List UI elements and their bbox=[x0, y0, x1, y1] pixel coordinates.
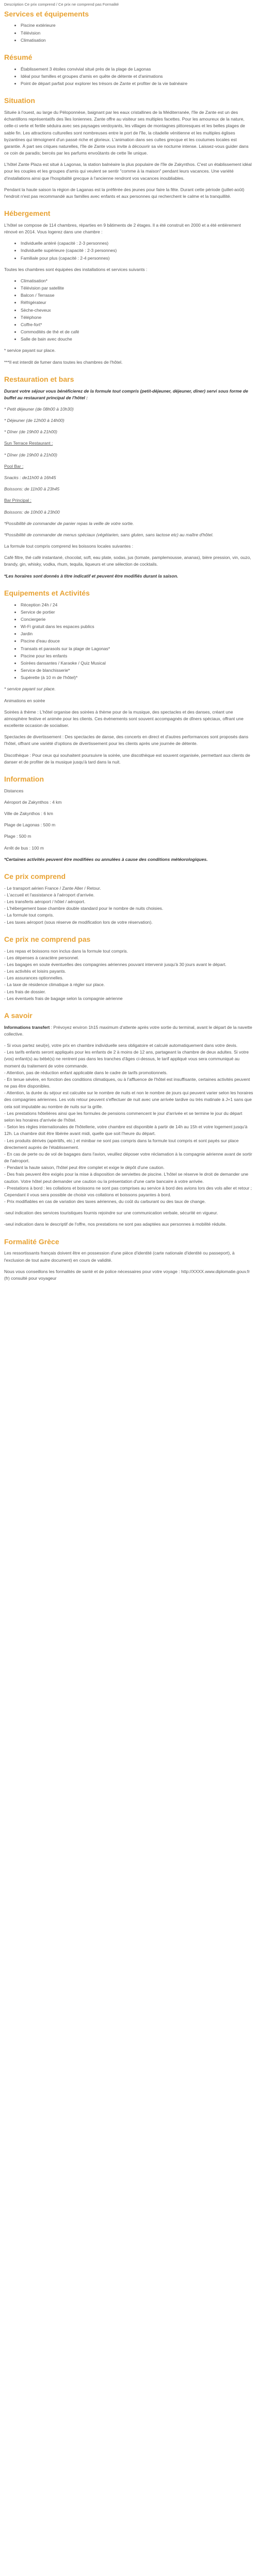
services-title: Services et équipements bbox=[4, 9, 89, 18]
situation-paragraph: Pendant la haute saison la région de Laganas est la préférée des jeunes pour faire la fête. Durant cette période (juillet-août) l'endroit n'est pas recommandé aux familles avec enfants et aux personnes qui recherchent le calme et la tranquillité. bbox=[4, 187, 245, 199]
formule-detail: Café filtre, thé café instantané, chocolat, soft, eau plate, sodas, jus (tomate, pamplemousse, ananas), bière pression, vin, ouzo, brandy, gin, whisky, vodka, rhum, tequila, liqueurs et une sélection de cocktails. bbox=[4, 555, 251, 567]
distance-line: Arrêt de bus : 100 m bbox=[4, 845, 44, 851]
a-savoir-item: - Les produits dérivés (apéritifs, etc.) et minibar ne sont pas compris dans la formule tout compris et sont payés sur place directement auprès de l'établissement. bbox=[4, 1138, 239, 1150]
prix-comprend-item: - Le transport aérien France / Zante Aller / Retour. bbox=[4, 885, 101, 891]
formalite-text: Les ressortissants français doivent être en possession d'une pièce d'identité (carte nationale d'identité ou passeport), à l'exclusion de tout autre document) en cours de validité. bbox=[4, 1250, 235, 1263]
animations-label: Animations en soirée bbox=[4, 698, 45, 703]
resume-title: Résumé bbox=[4, 53, 33, 61]
bar-principal-label: Bar Principal : bbox=[4, 498, 31, 503]
prix-ne-comprend-item: - Les assurances optionnelles. bbox=[4, 975, 63, 981]
resume-list bbox=[4, 66, 254, 88]
prix-ne-comprend-item: - La taxe de résidence climatique à régler sur place. bbox=[4, 982, 105, 988]
information-title: Information bbox=[4, 774, 44, 783]
activites-title: Equipements et Activités bbox=[4, 588, 90, 597]
hebergement-intro: L'hôtel se compose de 114 chambres, réparties en 9 bâtiments de 2 étages. Il a été construit en 2000 et a été entièrement rénové en 2014. Vous logerez dans une chambre : bbox=[4, 222, 241, 235]
a-savoir-item: - Prestations à bord : les collations et boissons ne sont pas comprises au service à bord des avions lors des vols aller et retour ; Cependant il vous sera possible de choisir vos collations et boissons payantes à bord. bbox=[4, 1185, 252, 1197]
activite-item: • Service de blanchisserie* bbox=[21, 667, 254, 674]
meal-line: * Dîner (de 19h00 à 21h00) bbox=[4, 429, 58, 435]
activite-item: • Jardin bbox=[21, 631, 254, 637]
a-savoir-tail: -seul indication dans le descriptif de l'offre, nos prestations ne sont pas adaptées aux personnes à mobilité réduite. bbox=[4, 1222, 227, 1227]
distance-line: Plage : 500 m bbox=[4, 834, 31, 839]
a-savoir-item: - En tenue sévère, en fonction des conditions climatiques, ou à l'affluence de l'hôtel est insuffisante, certaines activités peuvent ne pas être disponibles. bbox=[4, 1076, 250, 1089]
prix-ne-comprend-item: - Les éventuels frais de bagage selon la compagnie aérienne bbox=[4, 995, 123, 1001]
equipment-list bbox=[4, 278, 254, 343]
description-tabs-line: Description Ce prix comprend / Ce prix ne comprend pas Formalité bbox=[4, 2, 119, 7]
prix-ne-comprend-title: Ce prix ne comprend pas bbox=[4, 935, 91, 943]
a-savoir-item: - Des frais peuvent être exigés pour la mise à disposition de serviettes de piscine. L'hôtel se réserve le droit de demander une caution. Votre hôtel peut demander une caution ou la présentation d'une carte bancaire à votre arrivée. bbox=[4, 1172, 249, 1184]
formalite-text: Nous vous conseillons les formalités de santé et de police nécessaires pour votre voyage : http://XXXX.www.diplomatie.gouv.fr (fr) consulté pour voyageur bbox=[4, 1268, 250, 1281]
equipment-item: • Coffre-fort* bbox=[21, 321, 254, 328]
equipment-item: • Télévision par satellite bbox=[21, 285, 254, 292]
a-savoir-item: - Attention, pas de réduction enfant applicable dans le cadre de tarifs promotionnels. bbox=[4, 1070, 168, 1075]
transfer-info-text: : Prévoyez environ 1h15 maximum d'attente après votre sortie du terminal, avant le départ de la navette collective. bbox=[4, 1024, 252, 1037]
a-savoir-item: - En cas de perte ou de vol de bagages dans l'avion, veuillez déposer votre réclamation à la compagnie aérienne avant de sortir de l'aéroport. bbox=[4, 1151, 252, 1164]
activite-item: • Réception 24h / 24 bbox=[21, 602, 254, 608]
a-savoir-list bbox=[4, 1042, 254, 1205]
a-savoir-intro bbox=[4, 1024, 254, 1038]
room-type-item: • Individuelle antéré (capacité : 2-3 personnes) bbox=[21, 240, 254, 247]
situation-paragraph: L'hôtel Zante Plaza est situé à Lagonas, la station balnéaire la plus populaire de l'île de Zakynthos. C'est un établissement idéal pour les couples et les groupes d'amis qui veulent se sentir "comme à la maison" pendant leurs vacances. Une variété d'installations ainsi que l'hospitalité grecque à l'ancienne rendront vos vacances inoubliables. bbox=[4, 162, 252, 181]
distance-line: Aéroport de Zakynthos : 4 km bbox=[4, 799, 62, 805]
pool-bar-line: Snacks : de11h00 à 16h45 bbox=[4, 475, 56, 480]
activite-item: • Transats et parasols sur la plage de Lagonas* bbox=[21, 646, 254, 652]
prix-comprend-item: - La formule tout compris. bbox=[4, 912, 54, 918]
activite-item: • Service de portier bbox=[21, 609, 254, 616]
activites-list bbox=[4, 602, 254, 682]
prix-comprend-item: - L'accueil et l'assistance à l'aéroport d'arrivée. bbox=[4, 892, 95, 897]
spectacles-text: Spectacles de divertissement : Des spectacles de danse, des concerts en direct et d'autres performances sont proposés dans l'hôtel, offrant une variété d'options de divertissement pour les clients après une journée de détente. bbox=[4, 734, 249, 747]
animations-text: Soirées à thème : L'hôtel organise des soirées à thème pour de la musique, des spectacles et des danses, créant une atmosphère festive et animée pour les clients. Ces événements sont souvent accompagnés de dîners spéciaux, offrant une excellente occasion de socialiser. bbox=[4, 709, 244, 728]
a-savoir-item: - Prix modifiables en cas de variation des taxes aériennes, du coût du carburant ou des taux de change. bbox=[4, 1199, 206, 1205]
services-item: • Télévision bbox=[21, 30, 254, 37]
activite-item: • Piscine pour les enfants bbox=[21, 653, 254, 659]
hebergement-title: Hébergement bbox=[4, 209, 51, 218]
activites-note: * service payant sur place. bbox=[4, 686, 56, 692]
transfer-info-label: Informations transfert bbox=[4, 1024, 50, 1030]
restauration-hours-note: *Les horaires sont donnés à titre indicatif et peuvent être modifiés durant la saison. bbox=[4, 573, 179, 579]
distance-line: Plage de Lagonas : 500 m bbox=[4, 822, 56, 828]
restauration-note: *Possibilité de commander de panier repas la veille de votre sortie. bbox=[4, 520, 134, 526]
restauration-intro: Durant votre séjour vous bénéficierez de la formule tout compris (petit-déjeuner, déjeuner, dîner) servi sous forme de buffet au restaurant principal de l'hôtel : bbox=[4, 388, 248, 400]
prix-ne-comprend-item: - Les frais de dossier. bbox=[4, 989, 46, 994]
situation-title: Situation bbox=[4, 96, 35, 105]
restauration-title: Restauration et bars bbox=[4, 375, 74, 383]
equipment-item: • Balcon / Terrasse bbox=[21, 292, 254, 299]
hebergement-note: ***Il est interdit de fumer dans toutes les chambres de l'hôtel. bbox=[4, 359, 123, 365]
formule-text: La formule tout compris comprend les boissons locales suivantes : bbox=[4, 544, 133, 549]
distance-line: Ville de Zakynthos : 6 km bbox=[4, 811, 53, 817]
situation-paragraph: Située à l'ouest, au large du Péloponnèse, baignant par les eaux cristallines de la Méditerranée, l'île de Zante est un des échantillons représentatifs des îles Ioniennes. Zante offre au visiteur ses multiples facettes. Pour les amoureux de la nature, celle-ci verte et fertile séduira avec ses paysages verdoyants, les villages de montagnes pittoresques et les belles plages de sable fin. Les attractions culturelles sont nombreuses entre le port de l'île, la citadelle vénitienne et les multiples églises byzantines qui témoignent d'un passé riche et glorieux. L'animation dans ses cultes grecque et les coutumes locales est garantie. À part ses criques naturelles, l'île de Zante vous invite à découvrir sa vie nocturne intense. Laissez-vous guider dans ce coin de paradis; bercés par les parfums envoûtants de cette île unique. bbox=[4, 110, 249, 156]
activite-item: • Piscine d'eau douce bbox=[21, 638, 254, 645]
prix-ne-comprend-item: - Les repas et boissons non inclus dans la formule tout compris. bbox=[4, 948, 128, 954]
pool-bar-label: Pool Bar : bbox=[4, 463, 24, 469]
meal-line: * Petit déjeuner (de 08h00 à 10h30) bbox=[4, 406, 74, 412]
formalite-title: Formalité Grèce bbox=[4, 1237, 59, 1246]
resume-item: • Point de départ parfait pour explorer les trésors de Zante et profiter de la vie balnéaire bbox=[21, 80, 254, 87]
prix-comprend-item: - Les transferts aéroport / hôtel / aéroport. bbox=[4, 899, 86, 905]
a-savoir-item: - Les prestations hôtelières ainsi que les formules de pensions commencent le jour d'arrivée et se termine le jour du départ selon les horaires d'arrivée de l'hôtel. bbox=[4, 1110, 243, 1123]
prix-ne-comprend-list bbox=[4, 948, 254, 1002]
meal-line: * Déjeuner (de 12h00 à 14h00) bbox=[4, 418, 64, 423]
pool-bar-line: Boissons: de 11h00 à 23h45 bbox=[4, 486, 60, 492]
equipment-item: • Commodités de thé et de café bbox=[21, 329, 254, 335]
resume-item: • Établissement 3 étoiles convivial situé près de la plage de Lagonas bbox=[21, 66, 254, 73]
equipment-item: • Salle de bain avec douche bbox=[21, 336, 254, 343]
prix-comprend-item: - L'hébergement base chambre double standard pour le nombre de nuits choisies. bbox=[4, 906, 164, 911]
prix-ne-comprend-item: - Les dépenses à caractère personnel. bbox=[4, 955, 79, 960]
equipment-intro: Toutes les chambres sont équipées des installations et services suivants : bbox=[4, 266, 148, 272]
a-savoir-title: A savoir bbox=[4, 1011, 33, 1020]
equipment-item: • Réfrigérateur bbox=[21, 299, 254, 306]
sun-terrace-label: Sun Terrace Restaurant : bbox=[4, 440, 53, 446]
resume-item: • Idéal pour familles et groupes d'amis en quête de détente et d'animations bbox=[21, 73, 254, 80]
a-savoir-item: - Attention, la durée du séjour est calculée sur le nombre de nuits et non le nombre de jours qui peuvent varier selon les horaires des compagnies aériennes. Les vols retour peuvent s'effectuer de nuit avec une arrivée tardive ou très matinale à J+1 sans que cela soit imputable au nombre de nuits sur la grille. bbox=[4, 1090, 253, 1109]
activite-item: • Wi-Fi gratuit dans les espaces publics bbox=[21, 623, 254, 630]
information-note: *Certaines activités peuvent être modifiées ou annulées à cause des conditions météorologiques. bbox=[4, 856, 208, 862]
a-savoir-item: - Les tarifs enfants seront appliqués pour les enfants de 2 à moins de 12 ans, partageant la chambre de deux adultes. Si votre (vos) enfant(s) au bébé(s) ne rentrent pas dans les tranches d'âges ci-dessus, le tarif appliqué vous sera communiqué au moment du traitement de votre commande. bbox=[4, 1049, 249, 1069]
disco-text: Discothèque : Pour ceux qui souhaitent poursuivre la soirée, une discothèque est souvent organisée, permettant aux clients de danser et de profiter de la musique jusqu'à tard dans la nuit. bbox=[4, 752, 250, 765]
prix-comprend-list bbox=[4, 885, 254, 926]
a-savoir-item: - Selon les règles internationales de l'hôtellerie, votre chambre est disponible à partir de 14h au 15h et votre logement jusqu'à 12h. La chambre doit être libérée avant midi, quelle que soit l'heure du départ. bbox=[4, 1124, 248, 1137]
room-type-item: • Individuelle supérieure (capacité : 2-3 personnes) bbox=[21, 247, 254, 254]
bar-principal-line: Boissons: de 10h00 à 23h00 bbox=[4, 509, 60, 515]
distances-label: Distances bbox=[4, 788, 24, 793]
room-types-list bbox=[4, 240, 254, 262]
room-type-item: • Familiale pour plus (capacité : 2-4 personnes) bbox=[21, 255, 254, 262]
equipment-item: • Sèche-cheveux bbox=[21, 307, 254, 314]
activite-item: • Supérette (à 10 m de l'hôtel)* bbox=[21, 674, 254, 681]
restauration-note: *Possibilité de commander de menus spéciaux (végétarien, sans gluten, sans lactose etc) au maître d'hôtel. bbox=[4, 532, 214, 537]
equipment-item: • Téléphone bbox=[21, 314, 254, 321]
prix-comprend-item: - Les taxes aéroport (sous réserve de modification lors de votre réservation). bbox=[4, 919, 153, 925]
meal-line: * Dîner (de 19h00 à 21h00) bbox=[4, 452, 58, 457]
a-savoir-item: - Pendant la haute saison, l'hôtel peut être complet et exige le dépôt d'une caution. bbox=[4, 1165, 165, 1171]
prix-ne-comprend-item: - Les activités et loisirs payants. bbox=[4, 969, 66, 974]
services-list bbox=[4, 22, 254, 44]
equipment-item: • Climatisation* bbox=[21, 278, 254, 284]
a-savoir-tail: -seul indication des services touristiques fournis rejoindre sur une communication verbale, sécurité en vigueur. bbox=[4, 1210, 218, 1216]
prix-comprend-title: Ce prix comprend bbox=[4, 872, 66, 880]
prix-ne-comprend-item: - Les bagages en soute éventuelles des compagnies aériennes pouvant intervenir jusqu'à 30 jours avant le départ. bbox=[4, 961, 227, 967]
services-item: • Climatisation bbox=[21, 37, 254, 44]
hebergement-note: * service payant sur place. bbox=[4, 348, 56, 353]
services-item: • Piscine extérieure bbox=[21, 22, 254, 29]
activite-item: • Conciergerie bbox=[21, 616, 254, 623]
a-savoir-item: - Si vous partez seul(e), votre prix en chambre individuelle sera obligatoire et calculé automatiquement dans votre devis. bbox=[4, 1043, 238, 1048]
activite-item: • Soirées dansantes / Karaoke / Quiz Musical bbox=[21, 660, 254, 667]
